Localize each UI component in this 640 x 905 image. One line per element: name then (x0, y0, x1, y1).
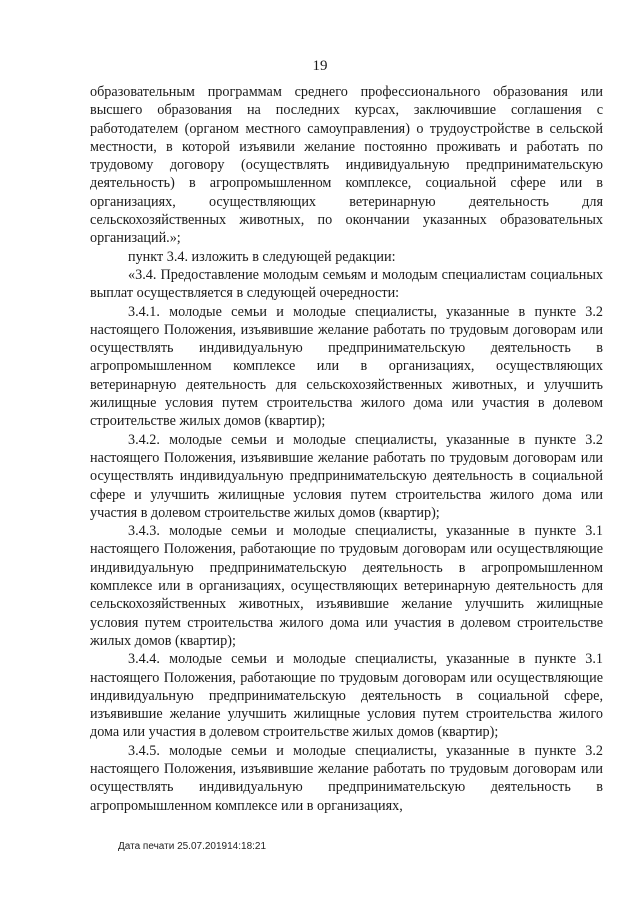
paragraph-3-4-2: 3.4.2. молодые семьи и молодые специалисты, указанные в пункте 3.2 настоящего Положения, изъявившие желание работать по трудовым договорам или осуществлять индивидуальную предпринимательскую деятельность в социальной сфере и улучшить жилищные условия путем строительства жилого дома или участия в долевом строительстве жилых домов (квартир); (90, 431, 603, 521)
print-date-footer: Дата печати 25.07.201914:18:21 (118, 841, 267, 852)
paragraph-1: образовательным программам среднего профессионального образования или высшего образования на последних курсах, заключившие соглашения с работодателем (органом местного самоуправления) о трудоустройстве в сельской местности, в которой изъявили желание постоянно проживать и работать по трудовому договору (осуществлять индивидуальную предпринимательскую деятельность) в агропромышленном комплексе, социальной сфере или в организациях, осуществляющих ветеринарную деятельность для сельскохозяйственных животных, по окончании указанных образовательных организаций.»; (90, 84, 603, 247)
page-number: 19 (312, 58, 328, 74)
paragraph-3-4-1: 3.4.1. молодые семьи и молодые специалисты, указанные в пункте 3.2 настоящего Положения, изъявившие желание работать по трудовым договорам или осуществлять индивидуальную предпринимательскую деятельность в агропромышленном комплексе или в организациях, осуществляющих ветеринарную деятельность для сельскохозяйственных животных, и улучшить жилищные условия путем строительства жилого дома или участия в долевом строительстве жилых домов (квартир); (90, 303, 603, 430)
paragraph-3-4-4: 3.4.4. молодые семьи и молодые специалисты, указанные в пункте 3.1 настоящего Положения, работающие по трудовым договорам или осуществляющие индивидуальную предпринимательскую деятельность в социальной сфере, изъявившие желание улучшить жилищные условия путем строительства жилого дома или участия в долевом строительстве жилых домов (квартир); (90, 651, 603, 741)
document-body (90, 83, 603, 815)
paragraph-3: «3.4. Предоставление молодым семьям и молодым специалистам социальных выплат осуществляется в следующей очередности: (90, 266, 603, 302)
paragraph-3-4-3: 3.4.3. молодые семьи и молодые специалисты, указанные в пункте 3.1 настоящего Положения, работающие по трудовым договорам или осуществляющие индивидуальную предпринимательскую деятельность в агропромышленном комплексе или в организациях, осуществляющих ветеринарную деятельность для сельскохозяйственных животных, изъявившие желание улучшить жилищные условия путем строительства жилого дома или участия в долевом строительстве жилых домов (квартир); (90, 523, 603, 649)
paragraph-3-4-5: 3.4.5. молодые семьи и молодые специалисты, указанные в пункте 3.2 настоящего Положения, изъявившие желание работать по трудовым договорам или осуществлять индивидуальную предпринимательскую деятельность в агропромышленном комплексе или в организациях, (90, 742, 603, 814)
paragraph-2: пункт 3.4. изложить в следующей редакции: (128, 248, 396, 265)
